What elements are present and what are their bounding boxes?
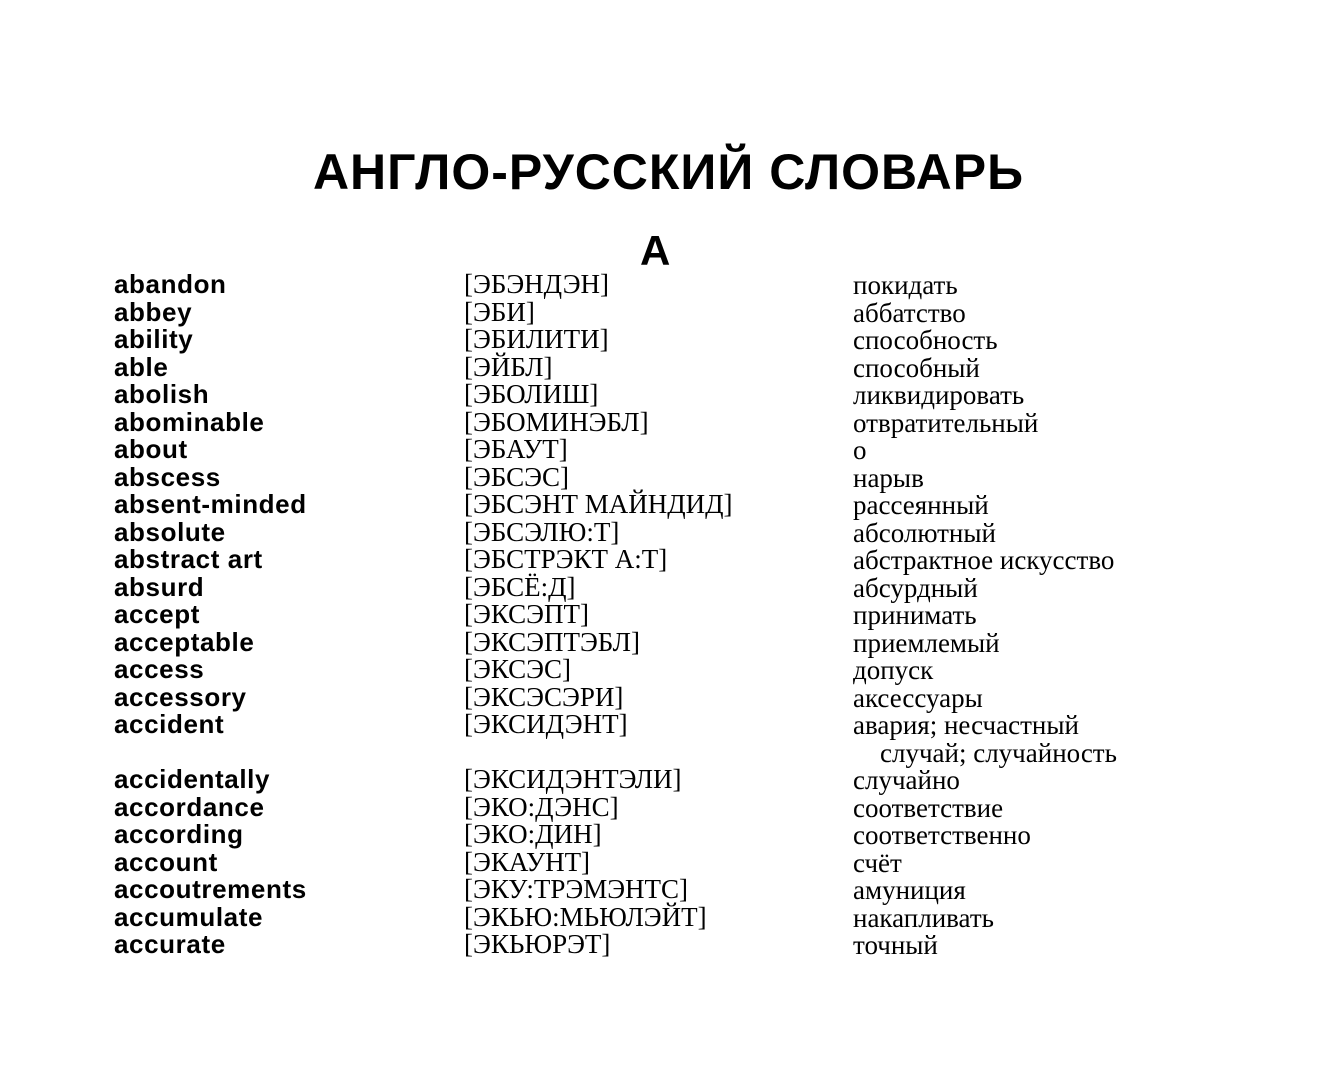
entry-translation: способность <box>853 325 998 355</box>
entry-word: accept <box>114 599 200 629</box>
entry-word: abstract art <box>114 544 263 574</box>
page-title: АНГЛО-РУССКИЙ СЛОВАРЬ <box>312 144 1025 200</box>
entry-transcription: [ЭБСЭС] <box>464 461 569 492</box>
entry-translation: нарыв <box>853 462 924 493</box>
entry-translation: приемлемый <box>853 627 1000 658</box>
entry-word: account <box>114 846 218 877</box>
entry-translation: абстрактное искусство <box>853 545 1115 575</box>
entry-translation: соответствие <box>853 792 1004 823</box>
entry-word: accessory <box>114 681 247 712</box>
entry-word: accoutrements <box>114 874 307 904</box>
entry-translation: аксессуары <box>853 682 983 713</box>
entry-word: accident <box>114 709 225 739</box>
dictionary-entry <box>0 626 1337 658</box>
entry-transcription: [ЭБСТРЭКТ А:Т] <box>464 544 668 574</box>
entry-translation: отвратительный <box>853 407 1039 438</box>
entry-word: acceptable <box>114 626 255 657</box>
entry-word: abscess <box>114 461 221 492</box>
dictionary-entry <box>0 873 1337 905</box>
entry-translation <box>853 708 1173 767</box>
entry-transcription: [ЭКСЭСЭРИ] <box>464 681 624 712</box>
entry-translation: принимать <box>853 600 977 630</box>
entry-translation: соответственно <box>853 820 1031 850</box>
dictionary-entry <box>0 708 1337 768</box>
entry-translation: покидать <box>853 270 958 300</box>
entry-transcription: [ЭКЬЮ:МЬЮЛЭЙТ] <box>464 901 707 932</box>
dictionary-entry <box>0 818 1337 850</box>
entry-transcription: [ЭБСЭЛЮ:Т] <box>464 516 620 547</box>
dictionary-entry <box>0 791 1337 823</box>
entry-transcription: [ЭБИ] <box>464 296 535 327</box>
entry-translation: о <box>853 435 867 465</box>
dictionary-entry <box>0 406 1337 438</box>
entry-transcription: [ЭБОЛИШ] <box>464 379 599 409</box>
dictionary-entry <box>0 378 1337 410</box>
entry-translation: рассеянный <box>853 490 989 520</box>
entry-transcription: [ЭБИЛИТИ] <box>464 324 609 354</box>
dictionary-entry <box>0 323 1337 355</box>
entry-translation: счёт <box>853 847 902 878</box>
entry-translation-line: авария; несчастный <box>853 710 1079 740</box>
entry-word: abbey <box>114 296 193 327</box>
dictionary-entry <box>0 901 1337 933</box>
entry-word: according <box>114 819 244 849</box>
entry-transcription: [ЭКСИДЭНТ] <box>464 709 628 739</box>
dictionary-entry <box>0 433 1337 465</box>
entry-translation: допуск <box>853 655 934 685</box>
entry-word: absent-minded <box>114 489 307 519</box>
dictionary-entry <box>0 846 1337 878</box>
entry-transcription: [ЭКУ:ТРЭМЭНТС] <box>464 874 689 904</box>
entry-word: accidentally <box>114 764 271 794</box>
entry-translation: случайно <box>853 765 960 795</box>
dictionary-entry <box>0 351 1337 383</box>
dictionary-entry <box>0 653 1337 685</box>
dictionary-entry <box>0 571 1337 603</box>
dictionary-entry <box>0 516 1337 548</box>
dictionary-entry <box>0 681 1337 713</box>
dictionary-entry <box>0 296 1337 328</box>
entry-transcription: [ЭЙБЛ] <box>464 351 553 382</box>
entry-word: about <box>114 434 188 464</box>
entry-translation: абсолютный <box>853 517 996 548</box>
entry-transcription: [ЭБОМИНЭБЛ] <box>464 406 649 437</box>
entry-word: absolute <box>114 516 226 547</box>
entry-word: accordance <box>114 791 265 822</box>
entry-transcription: [ЭБСЁ:Д] <box>464 571 576 602</box>
dictionary-entry <box>0 763 1337 795</box>
entry-word: accurate <box>114 929 226 959</box>
entry-word: abominable <box>114 406 265 437</box>
dictionary-entry <box>0 461 1337 493</box>
entry-translation: точный <box>853 930 938 960</box>
entry-translation-continuation: случай; случайность <box>880 738 1117 768</box>
dictionary-entry <box>0 928 1337 960</box>
entry-translation: накапливать <box>853 902 994 933</box>
entry-word: absurd <box>114 571 205 602</box>
entry-transcription: [ЭКО:ДИН] <box>464 819 602 849</box>
entry-translation: абсурдный <box>853 572 978 603</box>
section-letter: A <box>640 227 671 274</box>
entry-translation: амуниция <box>853 875 966 905</box>
entry-transcription: [ЭБЭНДЭН] <box>464 269 610 299</box>
entry-translation: способный <box>853 352 980 383</box>
dictionary-entry <box>0 488 1337 520</box>
entry-word: ability <box>114 324 194 354</box>
entry-transcription: [ЭКСЭС] <box>464 654 571 684</box>
entry-translation: аббатство <box>853 297 966 328</box>
entry-transcription: [ЭКСЭПТЭБЛ] <box>464 626 640 657</box>
dictionary-entry <box>0 598 1337 630</box>
entry-transcription: [ЭКСЭПТ] <box>464 599 589 629</box>
entry-transcription: [ЭКАУНТ] <box>464 846 591 877</box>
entry-translation: ликвидировать <box>853 380 1025 410</box>
entry-word: abandon <box>114 269 227 299</box>
entry-word: accumulate <box>114 901 264 932</box>
entry-transcription: [ЭБАУТ] <box>464 434 568 464</box>
entry-transcription: [ЭКО:ДЭНС] <box>464 791 619 822</box>
dictionary-entries <box>0 268 1337 960</box>
entry-transcription: [ЭКЬЮРЭТ] <box>464 929 611 959</box>
entry-word: access <box>114 654 205 684</box>
entry-transcription: [ЭКСИДЭНТЭЛИ] <box>464 764 682 794</box>
entry-word: able <box>114 351 169 382</box>
entry-transcription: [ЭБСЭНТ МАЙНДИД] <box>464 489 733 519</box>
dictionary-entry <box>0 543 1337 575</box>
entry-word: abolish <box>114 379 210 409</box>
dictionary-entry <box>0 268 1337 300</box>
